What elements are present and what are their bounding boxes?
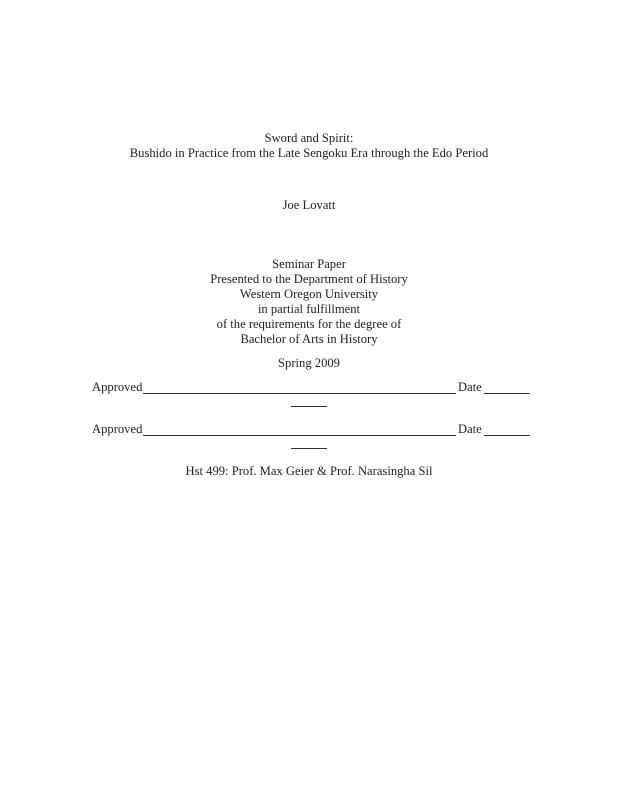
seminar-line: in partial fulfillment	[257, 302, 361, 316]
seminar-line: Bachelor of Arts in History	[240, 332, 378, 346]
term	[0, 356, 618, 371]
subtitle-line: Bushido in Practice from the Late Sengoku Era through the Edo Period	[129, 146, 489, 160]
author-name	[0, 198, 618, 213]
seminar-line: Western Oregon University	[239, 287, 379, 301]
approval-signature-row	[92, 380, 530, 396]
course-line: Hst 499: Prof. Max Geier & Prof. Narasingha Sil	[185, 464, 433, 478]
approved-label: Approved	[92, 380, 143, 394]
signature-line	[143, 435, 456, 436]
term-line: Spring 2009	[278, 356, 340, 370]
date-line	[484, 435, 530, 436]
approved-label: Approved	[92, 422, 143, 436]
approval-signature-row	[92, 422, 530, 438]
paper-title	[0, 131, 618, 161]
date-line	[484, 393, 530, 394]
course-info	[0, 464, 618, 479]
seminar-statement	[0, 257, 618, 347]
seminar-line: Seminar Paper	[272, 257, 346, 271]
wrapped-underline	[291, 406, 327, 407]
author-line: Joe Lovatt	[282, 198, 336, 212]
seminar-line: of the requirements for the degree of	[216, 317, 402, 331]
seminar-line: Presented to the Department of History	[210, 272, 408, 286]
date-label: Date	[458, 380, 482, 394]
wrapped-underline	[291, 448, 327, 449]
signature-line	[143, 393, 456, 394]
date-label: Date	[458, 422, 482, 436]
title-line: Sword and Spirit:	[264, 131, 354, 145]
